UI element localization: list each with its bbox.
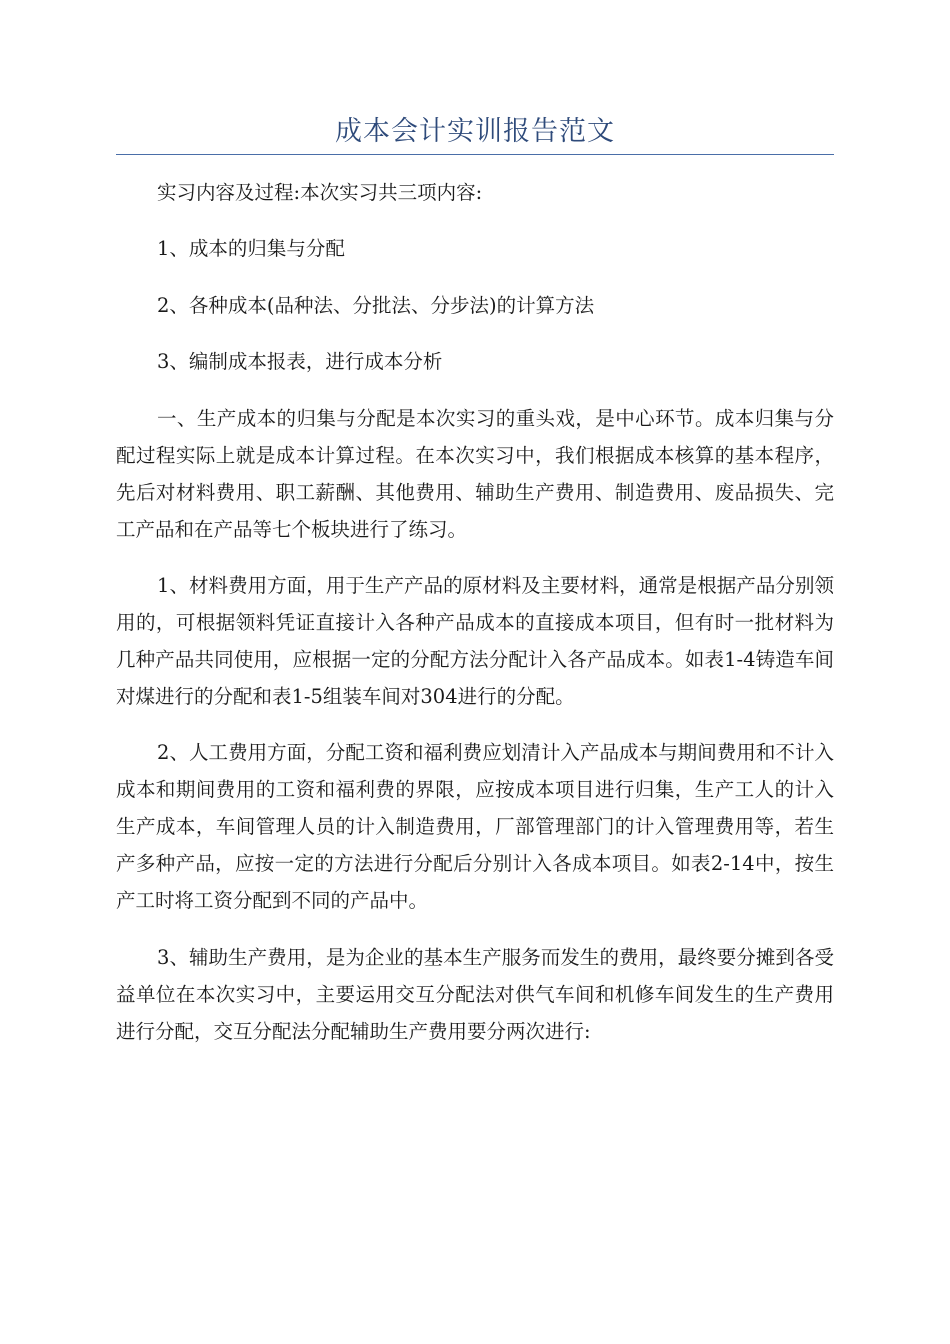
document-title: 成本会计实训报告范文 — [335, 116, 615, 147]
paragraph-item-3: 3、编制成本报表，进行成本分析 — [157, 350, 443, 374]
paragraph-section-1: 一、生产成本的归集与分配是本次实习的重头戏，是中心环节。成本归集与分配过程实际上就是成本计算过程。在本次实习中，我们根据成本核算的基本程序，先后对材料费用、职工薪酬、其他费用、辅助生产费用、制造费用、废品损失、完工产品和在产品等七个板块进行了练习。 — [116, 406, 834, 541]
title-underline — [116, 154, 834, 155]
paragraph-labor-cost: 2、人工费用方面，分配工资和福利费应划清计入产品成本与期间费用和不计入成本和期间费用的工资和福利费的界限，应按成本项目进行归集，生产工人的计入生产成本，车间管理人员的计入制造费用，厂部管理部门的计入管理费用等，若生产多种产品，应按一定的方法进行分配后分别计入各成本项目。如表2-14中，按生产工时将工资分配到不同的产品中。 — [116, 741, 834, 913]
paragraph-item-2: 2、各种成本(品种法、分批法、分步法)的计算方法 — [157, 293, 595, 317]
paragraph-item-1: 1、成本的归集与分配 — [157, 237, 345, 261]
paragraph-auxiliary-cost: 3、辅助生产费用，是为企业的基本生产服务而发生的费用，最终要分摊到各受益单位在本次实习中，主要运用交互分配法对供气车间和机修车间发生的生产费用进行分配，交互分配法分配辅助生产费用要分两次进行: — [116, 945, 834, 1043]
paragraph-intro: 实习内容及过程:本次实习共三项内容: — [157, 181, 483, 204]
paragraph-material-cost: 1、材料费用方面，用于生产产品的原材料及主要材料，通常是根据产品分别领用的，可根据领料凭证直接计入各种产品成本的直接成本项目，但有时一批材料为几种产品共同使用，应根据一定的分配方法分配计入各产品成本。如表1-4铸造车间对煤进行的分配和表1-5组装车间对304进行的分配。 — [116, 573, 834, 708]
document-body — [116, 174, 834, 1069]
